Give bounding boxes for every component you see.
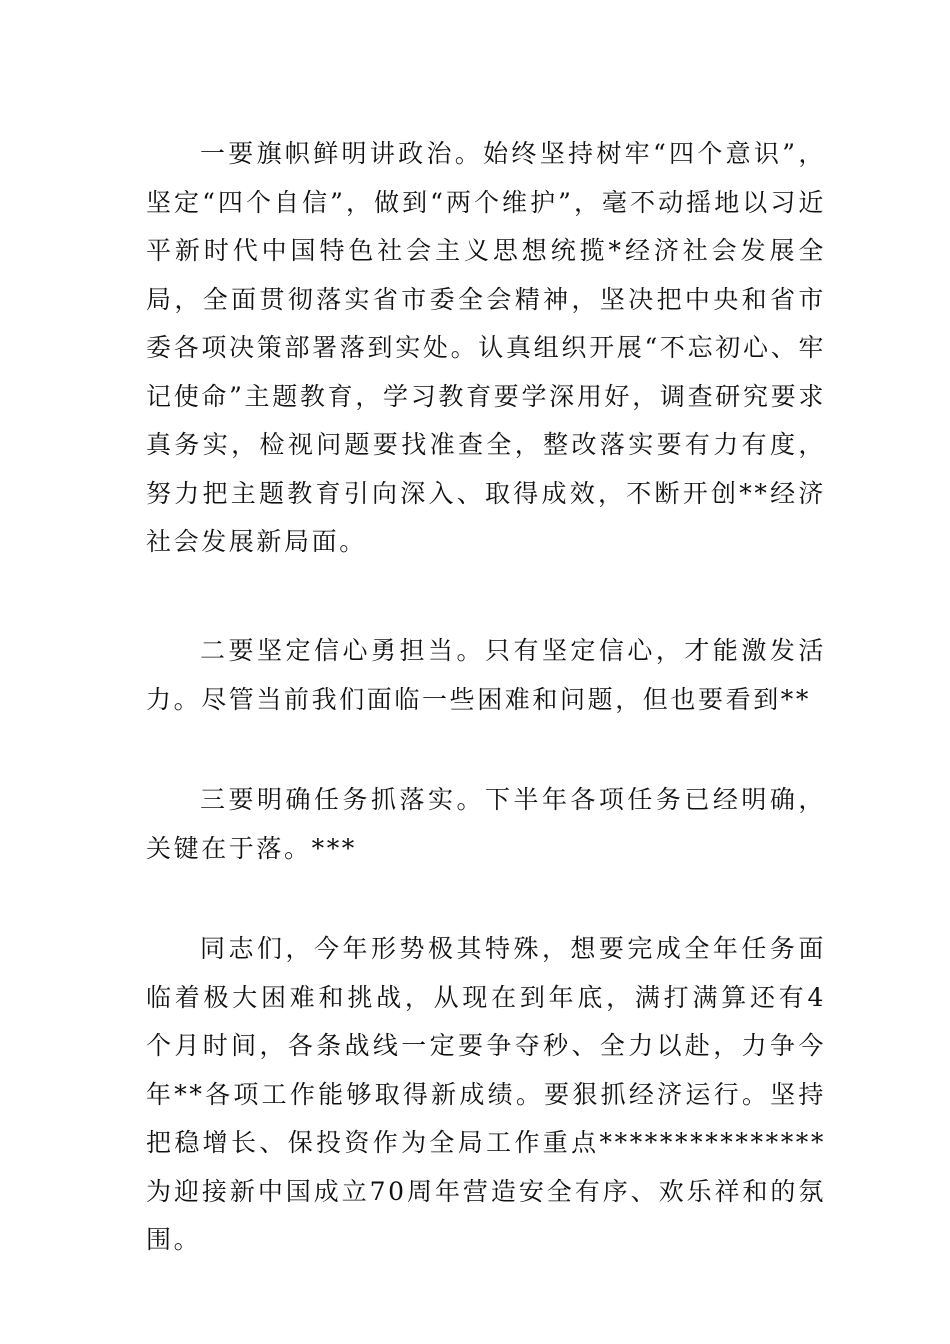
paragraph-tasks: 三要明确任务抓落实。下半年各项任务已经明确，关键在于落。*** bbox=[146, 785, 826, 863]
paragraph-confidence: 二要坚定信心勇担当。只有坚定信心，才能激发活力。尽管当前我们面临一些困难和问题，但也要看到** bbox=[146, 636, 826, 714]
paragraph-politics: 一要旗帜鲜明讲政治。始终坚持树牢“四个意识”，坚定“四个自信”，做到“两个维护”，毫不动摇地以习近平新时代中国特色社会主义思想统揽*经济社会发展全局，全面贯彻落实省市委全会精神，坚决把中央和省市委各项决策部署落到实处。认真组织开展“不忘初心、牢记使命”主题教育，学习教育要学深用好，调查研究要求真务实，检视问题要找准查全，整改落实要有力有度，努力把主题教育引向深入、取得成效，不断开创**经济社会发展新局面。 bbox=[146, 139, 826, 556]
paragraph-comrades: 同志们，今年形势极其特殊，想要完成全年任务面临着极大困难和挑战，从现在到年底，满打满算还有4个月时间，各条战线一定要争夺秒、全力以赴，力争今年**各项工作能够取得新成绩。要狠抓经济运行。坚持把稳增长、保投资作为全局工作重点***************为迎接新中国成立70周年营造安全有序、欢乐祥和的氛围。 bbox=[146, 934, 826, 1254]
